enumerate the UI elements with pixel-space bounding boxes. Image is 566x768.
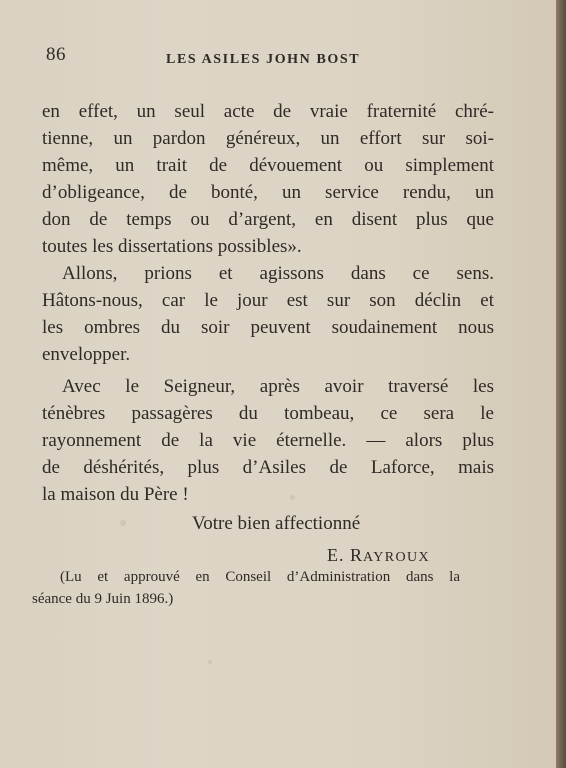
footnote-line-2: séance du 9 Juin 1896.) xyxy=(32,591,174,607)
text-line: Avec le Seigneur, après avoir traversé les xyxy=(62,376,494,397)
paper-spot xyxy=(120,520,126,526)
signature-rest: AYROUX xyxy=(363,550,431,565)
text-line: tienne, un pardon généreux, un effort sur soi- xyxy=(42,128,494,149)
paper-spot xyxy=(208,660,212,664)
signature-initial: E. R xyxy=(327,545,364,565)
page-number: 86 xyxy=(46,44,66,65)
signature xyxy=(327,545,430,566)
text-line: rayonnement de la vie éternelle. — alors plus xyxy=(42,430,494,451)
running-title: LES ASILES JOHN BOST xyxy=(166,52,361,67)
text-line: envelopper. xyxy=(42,344,131,365)
text-line: la maison du Père ! xyxy=(42,484,189,505)
text-line: les ombres du soir peuvent soudainement nous xyxy=(42,317,494,338)
closing-salutation: Votre bien affectionné xyxy=(192,513,361,534)
text-line: Hâtons-nous, car le jour est sur son déclin et xyxy=(42,290,494,311)
text-line: toutes les dissertations possibles». xyxy=(42,236,302,257)
text-line: Allons, prions et agissons dans ce sens. xyxy=(62,263,494,284)
text-line: même, un trait de dévouement ou simplement xyxy=(42,155,494,176)
paper-spot xyxy=(290,495,295,500)
text-line: en effet, un seul acte de vraie fraternité chré- xyxy=(42,101,494,122)
text-line: ténèbres passagères du tombeau, ce sera le xyxy=(42,403,494,424)
book-edge xyxy=(556,0,566,768)
footnote-line-1: (Lu et approuvé en Conseil d’Administration dans la xyxy=(60,569,460,585)
text-line: d’obligeance, de bonté, un service rendu, un xyxy=(42,182,494,203)
text-line: don de temps ou d’argent, en disent plus que xyxy=(42,209,494,230)
text-line: de déshérités, plus d’Asiles de Laforce, mais xyxy=(42,457,494,478)
